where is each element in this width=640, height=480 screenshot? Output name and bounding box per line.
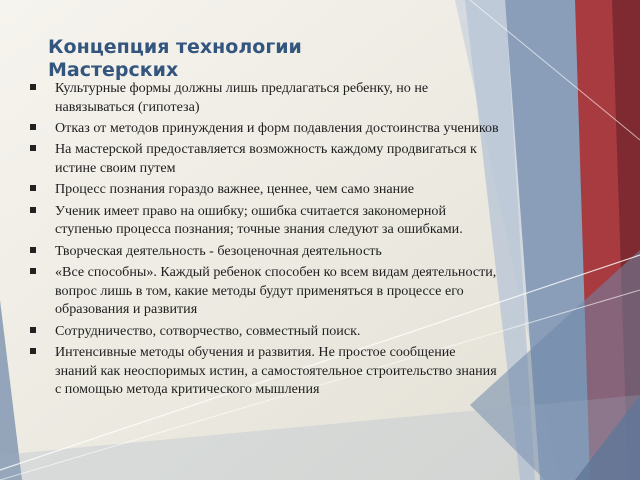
square-bullet-icon — [30, 207, 36, 213]
bullet-text: Процесс познания гораздо важнее, ценнее, чем само знание — [55, 181, 414, 198]
square-bullet-icon — [30, 247, 36, 253]
bullet-item — [30, 242, 500, 261]
bullet-item — [30, 119, 500, 138]
square-bullet-icon — [30, 348, 36, 354]
bullet-item — [30, 202, 500, 239]
square-bullet-icon — [30, 84, 36, 90]
bullet-item — [30, 322, 500, 341]
square-bullet-icon — [30, 327, 36, 333]
bullet-item — [30, 79, 500, 116]
bullet-text: На мастерской предоставляется возможность каждому продвигаться к истине своим путем — [55, 141, 477, 176]
bullet-item — [30, 140, 500, 177]
bullet-text: Сотрудничество, сотворчество, совместный поиск. — [55, 322, 361, 339]
bullet-text: Ученик имеет право на ошибку; ошибка считается закономерной ступенью процесса познания; точные знания следуют за ошибками. — [55, 202, 463, 238]
bullet-text: Творческая деятельность - безоценочная деятельность — [55, 242, 382, 259]
bullet-text: Интенсивные методы обучения и развития. Не простое сообщение знаний как неоспоримых истин, а самостоятельное строительство знания с помощью метода критического мышления — [55, 344, 497, 398]
bullet-text: Культурные формы должны лишь предлагаться ребенку, но не навязываться (гипотеза) — [55, 80, 429, 115]
square-bullet-icon — [30, 145, 36, 151]
bullet-text: «Все способны». Каждый ребенок способен ко всем видам деятельности, вопрос лишь в том, какие методы будут применяться в процессе его образования и развития — [55, 264, 497, 318]
square-bullet-icon — [30, 185, 36, 191]
square-bullet-icon — [30, 268, 36, 274]
bullet-item — [30, 263, 500, 319]
bullet-list — [30, 79, 500, 402]
bullet-text: Отказ от методов принуждения и форм подавления достоинства учеников — [55, 119, 499, 136]
bullet-item — [30, 343, 500, 399]
slide-title: Концепция технологии Мастерских — [48, 36, 302, 81]
square-bullet-icon — [30, 124, 36, 130]
bullet-item — [30, 180, 500, 199]
